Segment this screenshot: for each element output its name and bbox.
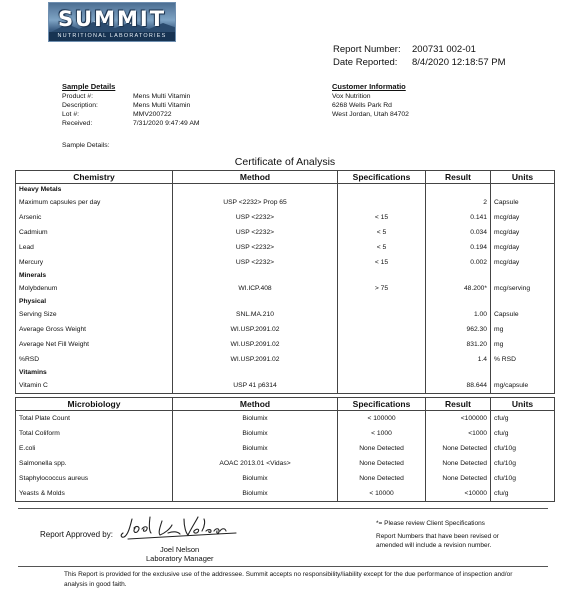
method-cell: Biolumix	[173, 486, 338, 502]
method-cell: USP <2232>	[173, 225, 338, 240]
specification-cell: < 1000	[338, 426, 426, 441]
result-cell: 0.141	[426, 210, 491, 225]
method-cell: Biolumix	[173, 471, 338, 486]
empty-cell	[173, 296, 338, 307]
analyte-name: Vitamin C	[16, 378, 173, 394]
product-label: Product #:	[62, 93, 93, 100]
table-row	[16, 225, 555, 240]
specification-cell: < 5	[338, 240, 426, 255]
product-value: Mens Multi Vitamin	[133, 93, 191, 100]
lot-value: MMV200722	[133, 111, 172, 118]
result-cell: <1000	[426, 426, 491, 441]
units-cell: mcg/day	[491, 240, 555, 255]
description-value: Mens Multi Vitamin	[133, 102, 191, 109]
table-row	[16, 378, 555, 394]
chemistry-table-body	[16, 184, 555, 394]
empty-cell	[491, 184, 555, 196]
col-header-specifications: Specifications	[338, 398, 426, 411]
method-cell: USP <2232>	[173, 255, 338, 270]
report-number-value: 200731 002-01	[412, 44, 476, 55]
sample-details-heading: Sample Details	[62, 82, 116, 91]
method-cell: Biolumix	[173, 426, 338, 441]
date-reported-label: Date Reported:	[333, 57, 398, 68]
chemistry-table	[15, 170, 555, 394]
test-name: Staphylococcus aureus	[16, 471, 173, 486]
specification-cell	[338, 307, 426, 322]
analyte-name: Maximum capsules per day	[16, 195, 173, 210]
result-cell: 2	[426, 195, 491, 210]
method-cell: WI.USP.2091.02	[173, 337, 338, 352]
col-header-microbiology: Microbiology	[16, 398, 173, 411]
units-cell: mcg/day	[491, 255, 555, 270]
empty-cell	[338, 184, 426, 196]
empty-cell	[338, 367, 426, 378]
empty-cell	[426, 367, 491, 378]
analyte-name: Average Gross Weight	[16, 322, 173, 337]
specification-cell: < 10000	[338, 486, 426, 502]
section-divider	[18, 508, 548, 509]
sample-details-labels	[62, 92, 98, 128]
test-name: Yeasts & Molds	[16, 486, 173, 502]
units-cell: cfu/g	[491, 486, 555, 502]
col-header-chemistry: Chemistry	[16, 171, 173, 184]
analyte-name: Mercury	[16, 255, 173, 270]
units-cell: mg	[491, 337, 555, 352]
analyte-name: %RSD	[16, 352, 173, 367]
sample-details-values	[133, 92, 200, 128]
approver-name: Joel Nelson	[160, 545, 200, 554]
sample-details-note-label: Sample Details:	[62, 142, 110, 149]
result-cell: 831.20	[426, 337, 491, 352]
logo-wordmark: SUMMIT	[57, 7, 167, 31]
table-row	[16, 486, 555, 502]
table-row	[16, 322, 555, 337]
empty-cell	[173, 367, 338, 378]
result-cell: None Detected	[426, 456, 491, 471]
method-cell: USP 41 p6314	[173, 378, 338, 394]
category-label: Heavy Metals	[16, 184, 173, 196]
units-cell: mcg/serving	[491, 281, 555, 296]
category-row	[16, 270, 555, 281]
specification-cell: < 15	[338, 255, 426, 270]
footer-divider	[18, 566, 548, 567]
table-row	[16, 352, 555, 367]
method-cell: AOAC 2013.01 <Vidas>	[173, 456, 338, 471]
method-cell: USP <2232>	[173, 240, 338, 255]
customer-city: West Jordan, Utah 84702	[332, 111, 409, 118]
analyte-name: Serving Size	[16, 307, 173, 322]
result-cell: 0.034	[426, 225, 491, 240]
chemistry-header-row	[16, 171, 555, 184]
result-cell: None Detected	[426, 471, 491, 486]
result-cell: None Detected	[426, 441, 491, 456]
microbiology-table-body	[16, 411, 555, 502]
test-name: Total Plate Count	[16, 411, 173, 427]
category-label: Vitamins	[16, 367, 173, 378]
signature-icon	[118, 513, 248, 543]
empty-cell	[338, 270, 426, 281]
analyte-name: Molybdenum	[16, 281, 173, 296]
empty-cell	[173, 184, 338, 196]
customer-info-lines	[332, 92, 409, 119]
date-reported-value: 8/4/2020 12:18:57 PM	[412, 57, 506, 68]
specification-cell	[338, 337, 426, 352]
disclaimer-text: This Report is provided for the exclusive use of the addressee. Summit accepts no responsibility/liability except for the due performance of inspection and/or analysis in good faith.	[64, 571, 513, 588]
result-cell: 88.644	[426, 378, 491, 394]
specification-cell: None Detected	[338, 471, 426, 486]
empty-cell	[426, 296, 491, 307]
lot-label: Lot #:	[62, 111, 80, 118]
method-cell: WI.USP.2091.02	[173, 352, 338, 367]
category-row	[16, 184, 555, 196]
category-label: Minerals	[16, 270, 173, 281]
method-cell: USP <2232> Prop 65	[173, 195, 338, 210]
approved-by-label: Report Approved by:	[40, 530, 113, 539]
col-header-result: Result	[426, 171, 491, 184]
category-row	[16, 367, 555, 378]
result-cell: 48.200*	[426, 281, 491, 296]
result-cell: <10000	[426, 486, 491, 502]
method-cell: SNL.MA.210	[173, 307, 338, 322]
result-cell: 0.194	[426, 240, 491, 255]
table-row	[16, 441, 555, 456]
col-header-method: Method	[173, 171, 338, 184]
analyte-name: Arsenic	[16, 210, 173, 225]
test-name: E.coli	[16, 441, 173, 456]
description-label: Description:	[62, 102, 98, 109]
category-label: Physical	[16, 296, 173, 307]
col-header-units: Units	[491, 398, 555, 411]
empty-cell	[426, 184, 491, 196]
revision-note: Report Numbers that have been revised or amended will include a revision number.	[376, 533, 499, 549]
empty-cell	[491, 296, 555, 307]
table-row	[16, 281, 555, 296]
analyte-name: Cadmium	[16, 225, 173, 240]
units-cell: cfu/g	[491, 411, 555, 427]
method-cell: Biolumix	[173, 441, 338, 456]
table-row	[16, 195, 555, 210]
table-row	[16, 210, 555, 225]
units-cell: cfu/g	[491, 426, 555, 441]
test-name: Salmonella spp.	[16, 456, 173, 471]
units-cell: mg/capsule	[491, 378, 555, 394]
empty-cell	[491, 270, 555, 281]
result-cell: 0.002	[426, 255, 491, 270]
specification-cell: None Detected	[338, 456, 426, 471]
table-row	[16, 307, 555, 322]
col-header-specifications: Specifications	[338, 171, 426, 184]
units-cell: mg	[491, 322, 555, 337]
result-cell: 1.4	[426, 352, 491, 367]
units-cell: % RSD	[491, 352, 555, 367]
units-cell: cfu/10g	[491, 471, 555, 486]
units-cell: Capsule	[491, 307, 555, 322]
table-row	[16, 255, 555, 270]
method-cell: USP <2232>	[173, 210, 338, 225]
result-cell: 962.30	[426, 322, 491, 337]
table-row	[16, 240, 555, 255]
specification-cell	[338, 352, 426, 367]
specification-cell	[338, 378, 426, 394]
customer-name: Vox Nutrition	[332, 93, 371, 100]
units-cell: Capsule	[491, 195, 555, 210]
units-cell: mcg/day	[491, 210, 555, 225]
units-cell: mcg/day	[491, 225, 555, 240]
col-header-method: Method	[173, 398, 338, 411]
analyte-name: Average Net Fill Weight	[16, 337, 173, 352]
certificate-title: Certificate of Analysis	[234, 156, 336, 168]
table-row	[16, 411, 555, 427]
col-header-units: Units	[491, 171, 555, 184]
specification-cell	[338, 322, 426, 337]
empty-cell	[173, 270, 338, 281]
specification-cell	[338, 195, 426, 210]
test-name: Total Coliform	[16, 426, 173, 441]
method-cell: Biolumix	[173, 411, 338, 427]
specification-cell: > 75	[338, 281, 426, 296]
logo-subtitle: NUTRITIONAL LABORATORIES	[49, 32, 175, 41]
method-cell: WI.USP.2091.02	[173, 322, 338, 337]
result-cell: <100000	[426, 411, 491, 427]
empty-cell	[338, 296, 426, 307]
microbiology-header-row	[16, 398, 555, 411]
specification-cell: None Detected	[338, 441, 426, 456]
method-cell: WI.ICP.408	[173, 281, 338, 296]
empty-cell	[491, 367, 555, 378]
signature	[118, 513, 248, 543]
microbiology-table	[15, 397, 555, 502]
report-number-label: Report Number:	[333, 44, 401, 55]
received-label: Received:	[62, 120, 93, 127]
summit-logo	[48, 2, 176, 42]
customer-street: 6268 Wells Park Rd	[332, 102, 392, 109]
table-row	[16, 456, 555, 471]
approver-title: Laboratory Manager	[146, 554, 214, 563]
table-row	[16, 426, 555, 441]
col-header-result: Result	[426, 398, 491, 411]
result-cell: 1.00	[426, 307, 491, 322]
table-row	[16, 471, 555, 486]
specification-cell: < 5	[338, 225, 426, 240]
received-value: 7/31/2020 9:47:49 AM	[133, 120, 200, 127]
specification-cell: < 100000	[338, 411, 426, 427]
analyte-name: Lead	[16, 240, 173, 255]
empty-cell	[426, 270, 491, 281]
table-row	[16, 337, 555, 352]
client-spec-note: *= Please review Client Specifications	[376, 520, 485, 527]
category-row	[16, 296, 555, 307]
specification-cell: < 15	[338, 210, 426, 225]
units-cell: cfu/10g	[491, 456, 555, 471]
units-cell: cfu/10g	[491, 441, 555, 456]
customer-info-heading: Customer Informatio	[332, 82, 406, 91]
